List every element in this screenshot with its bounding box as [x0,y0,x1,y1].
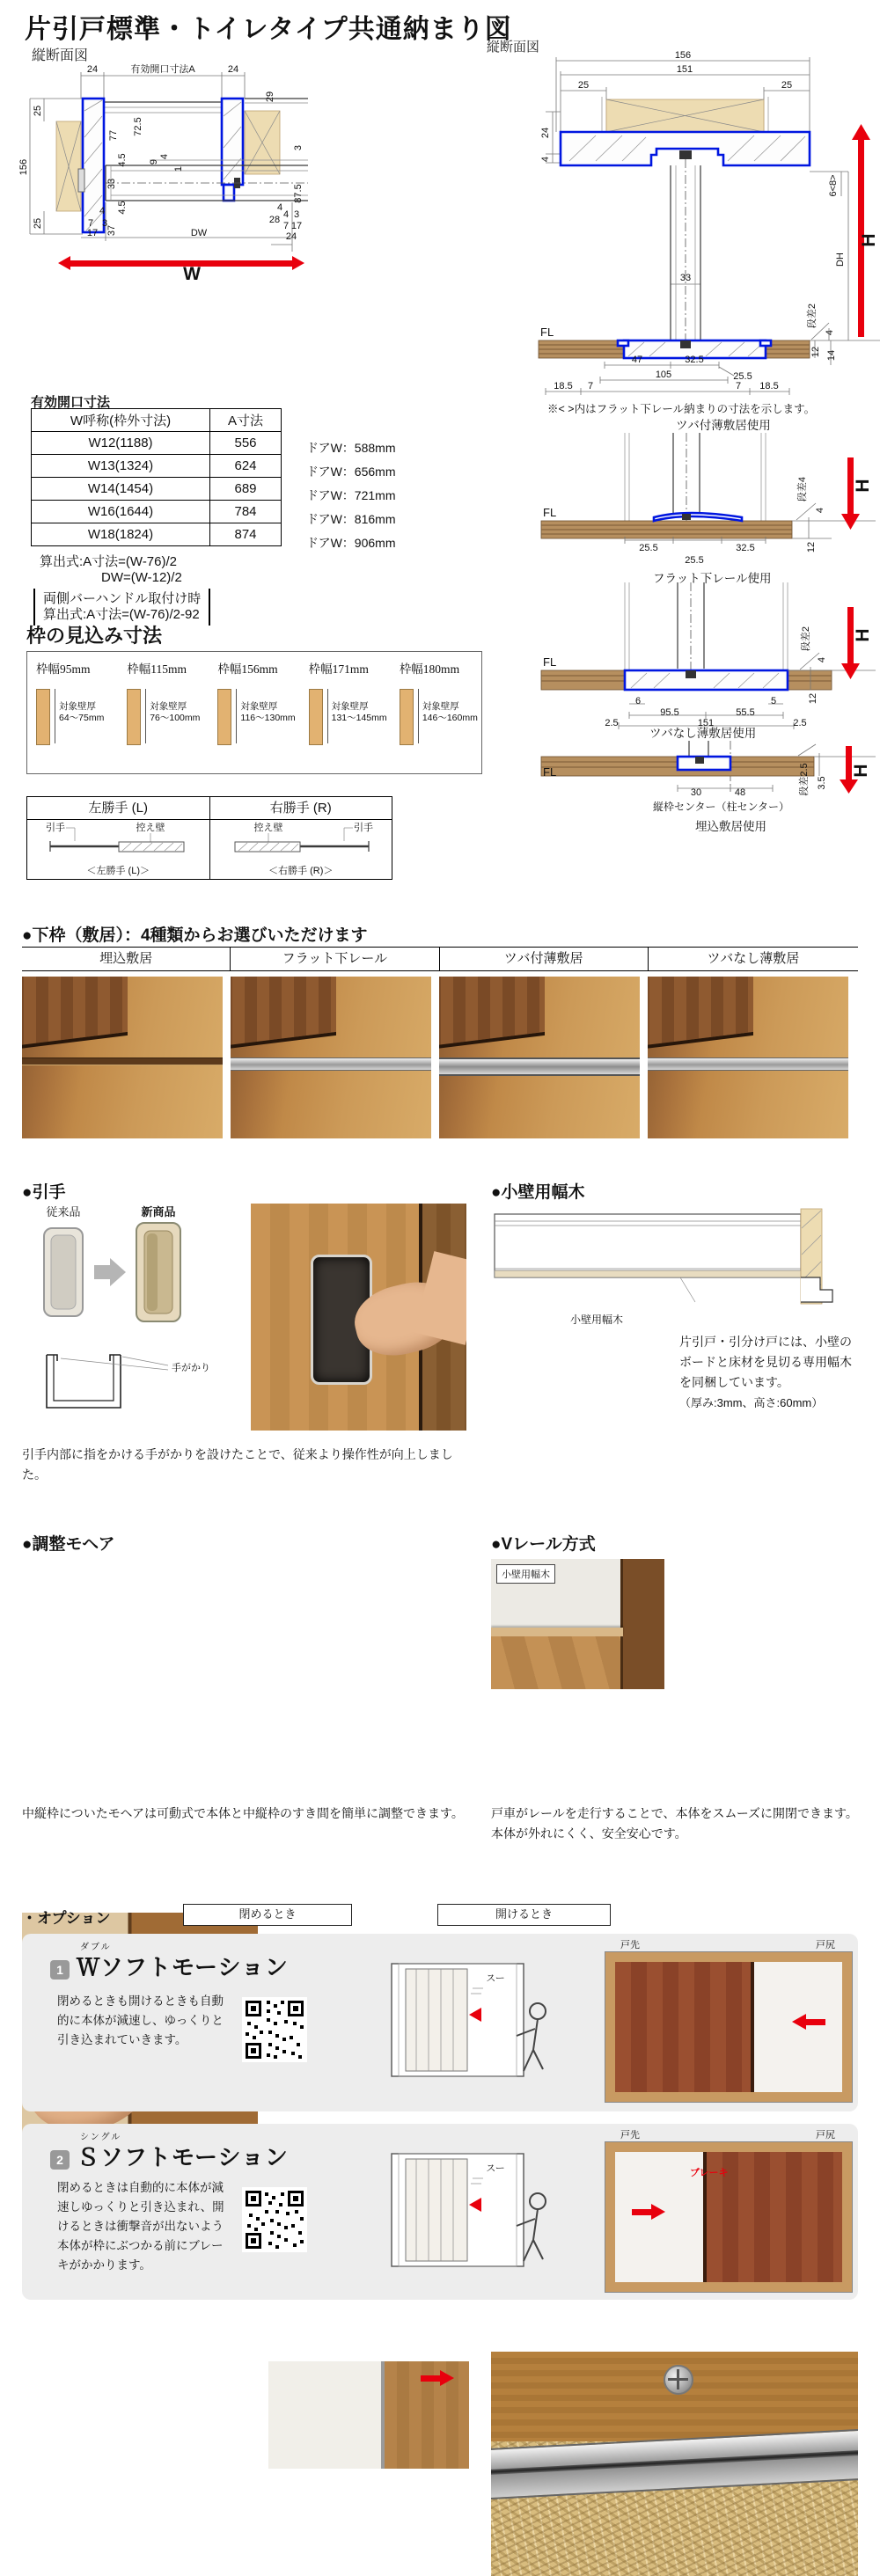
dim-label: 32.5 [736,543,755,553]
handing-left-title: 左勝手 (L) [27,797,209,820]
dim-label: 4 [815,507,825,514]
dim-label: 24 [86,64,99,75]
qr-code [242,1997,307,2062]
dim-label: 4 [817,656,827,663]
dim-line [418,689,419,743]
sliding-door [406,1969,467,2071]
habaki-desc: 片引戸・引分け戸には、小壁のボードと床材を見切る専用幅木を同梱しています。 （厚み:3mm、高さ:60mm） [679,1335,852,1409]
door-width: ドアW：816mm [306,512,396,526]
habaki-strip [491,1628,623,1636]
dim-label: 6 [634,696,642,706]
arrow-right-icon [94,1258,126,1286]
dim-label: FL [543,765,557,779]
caption-tsubanashi: ツバなし薄敷居使用 [649,727,757,740]
frame-depth-title: 枠の見込み寸法 [26,625,163,647]
habaki-photo [491,1559,664,1689]
habaki-strip [495,1270,801,1277]
qr-code [242,2187,307,2252]
dim-label: 77 [108,129,119,142]
handing-right-title: 右勝手 (R) [210,797,392,820]
dim-label: 151 [697,718,715,728]
dim-label: 25 [781,80,793,91]
svg-text:引手: 引手 [46,823,65,833]
dim-label: 3 [101,218,108,229]
option-number-badge: 2 [50,2150,70,2170]
wood-bar [217,689,231,745]
table-row: W18(1824) 874 [32,523,282,546]
option-ruby: シングル [80,2133,122,2142]
handing-box [26,796,392,880]
dim-label: 有効開口寸法A [130,64,195,75]
col-header-a: A寸法 [210,409,282,432]
option-desc: 閉めるときも開けるときも自動的に本体が減速し、ゆっくりと引き込まれていきます。 [57,1994,224,2046]
door-slab [22,977,128,1050]
dim-label: 4 [276,202,283,213]
header-lumber [602,97,768,132]
handing-right-diagram [210,820,392,862]
hikite-diagram [22,1204,238,1423]
dim-label: 2.5 [793,718,807,728]
frame-depth-box [26,651,482,774]
dim-label: W [183,264,201,284]
dim-line [236,689,237,743]
dim-label: 48 [734,787,746,798]
brake-label: ブレーキ [690,2168,729,2178]
dim-label: H [859,233,879,247]
h-arrow-up [852,124,870,337]
dim-line [327,689,328,743]
left-section-drawing [18,62,308,283]
dim-label: 33 [106,178,117,190]
col-header-w: W呼称(枠外寸法) [32,409,210,432]
dim-label: 156 [674,50,692,61]
dim-label: 3 [293,209,300,220]
dim-label: DW [190,228,208,238]
dim-label: FL [543,506,557,519]
dim-label: 4.5 [117,201,128,215]
opening-photo-illustration [605,2141,853,2293]
dim-label: 24 [285,231,297,242]
vrail-title: ●Vレール方式 [491,1535,596,1554]
dim-label: 25 [33,105,43,117]
frame-option: 枠幅115mm 対象壁厚 76～100mm [118,652,209,773]
opening-header: 開けるとき [437,1904,611,1926]
dim-label: 25.5 [639,543,658,553]
option-number-badge: 1 [50,1960,70,1980]
option-name: Ｗソフトモーション [77,1954,289,1980]
caption-tsubatsuki: ツバ付薄敷居使用 [676,419,771,432]
shikii-title: ●下枠（敷居）：4種類からお選びいただけます [22,926,368,945]
handing-left-caption: ＜左勝手 (L)＞ [86,866,150,876]
dim-label: 3.5 [817,776,827,790]
sub-drawing-tsubanashi [541,582,876,728]
door-frame [620,1559,664,1689]
dim-label: 95.5 [660,707,679,718]
dim-label: 105 [655,370,672,380]
dim-label: 4 [282,209,290,220]
dim-label: 18.5 [554,381,573,392]
shikii-type-header: フラット下レール [231,948,439,971]
dim-label: 4 [159,153,170,160]
photo-tsubanashi-shikii [648,977,848,1138]
dim-label: 4.5 [117,153,128,167]
vrail-desc: 戸車がレールを走行することで、本体をスムーズに開閉できます。本体が外れにくく、安全安心です。 [491,1806,858,1841]
tojiri-label: 戸尻 [816,2130,835,2141]
hikite-title: ●引手 [22,1183,66,1202]
photo-flat-rail [231,977,431,1138]
dim-label: 7 [282,221,290,231]
dim-label: 47 [631,355,643,365]
dim-label: 12 [806,541,817,553]
door-slab [439,977,545,1050]
dim-label: 1 [173,165,184,172]
flat-rail-note: ※< >内はフラット下レール納まりの寸法を示します。 [547,403,816,415]
closing-illustration [365,1951,576,2099]
handle-section-profile [47,1355,121,1408]
dim-label: 9 [149,158,159,165]
dim-label: 4 [825,329,835,336]
dim-label: 28 [268,215,281,225]
wood-bar [309,689,323,745]
shikii-type-header: ツバ付薄敷居 [440,948,649,971]
photo-tsubatsuki-shikii [439,977,640,1138]
tsubatsuki-rail [439,1057,640,1076]
floor-and-sill [539,340,810,358]
w-arrow [58,256,304,270]
shikii-type-header: 埋込敷居 [22,948,231,971]
dim-label: 段差2 [807,303,818,329]
door-slab [648,977,753,1050]
door-slab [231,977,336,1050]
flat-rail [231,1057,431,1071]
frame-option: 枠幅156mm 対象壁厚 116～130mm [209,652,299,773]
options-title: ・オプション [22,1910,111,1927]
handing-right-caption: ＜右勝手 (R)＞ [268,866,334,876]
sound-label: スー [486,1973,505,1984]
dim-label: H [851,764,871,778]
habaki-title: ●小壁用幅木 [491,1183,585,1202]
mohair-photo-bottom [268,2361,469,2469]
dim-label: 87.5 [293,184,304,203]
table-row: W14(1454) 689 [32,478,282,501]
shikii-table [22,947,858,1143]
table-row: W16(1644) 784 [32,501,282,523]
dim-label: 7 [87,218,94,229]
v-groove [491,2450,858,2476]
dim-label: 17 [86,228,99,238]
dim-label: 29 [265,91,275,103]
formula-2: DW=(W-12)/2 [101,570,182,585]
dim-label: 4 [540,156,551,163]
dim-label: 151 [676,64,693,75]
door-width-list [306,436,395,555]
tosaki-label: 戸先 [620,2130,640,2141]
new-product-label: 新商品 [141,1205,176,1218]
dim-label: 17 [290,221,303,231]
frame-option: 枠幅171mm 対象壁厚 131～145mm [300,652,391,773]
tsubanashi-rail [648,1057,848,1071]
frame-option: 枠幅180mm 対象壁厚 146～160mm [391,652,481,773]
dim-label: 4 [99,206,106,216]
opening-table [31,408,282,546]
dim-label: 2.5 [605,718,619,728]
photo-umekomi-shikii [22,977,223,1138]
option-s-softmotion [22,2124,858,2300]
caption-umekomi: 埋込敷居使用 [695,820,766,833]
dim-label: 32.5 [685,355,704,365]
sliding-door [406,2159,467,2261]
dim-label: 7 [587,381,594,392]
dim-line [145,689,146,743]
dim-label: 24 [540,127,551,139]
dim-label: FL [540,326,554,339]
left-drawing-label: 縦断面図 [32,48,89,63]
option-name: Ｓソフトモーション [77,2144,289,2170]
dim-label: 25 [577,80,590,91]
red-arrow-right-icon [421,2370,462,2386]
hikite-desc: 引手内部に指をかける手がかりを設けたことで、従来より操作性が向上しました。 [22,1447,453,1482]
right-section-drawing [539,48,880,400]
center-label: 縦枠センター（柱センター） [653,801,790,813]
dim-label: H [853,479,873,493]
wood-bar [400,689,414,745]
tosaki-label: 戸先 [620,1940,640,1950]
svg-text:控え壁: 控え壁 [136,823,165,833]
door-panel [615,1962,754,2092]
vrail-photo [491,2352,858,2576]
shikii-type-header: ツバなし薄敷居 [649,948,858,971]
dim-label: 6<8> [828,174,839,197]
sound-label: スー [486,2163,505,2174]
right-drawing-label: 縦断面図 [487,40,540,55]
dim-label: 18.5 [759,381,779,392]
dim-label: 55.5 [736,707,755,718]
table-row: W13(1324) 624 [32,455,282,478]
dim-label: 3 [293,144,304,151]
option-w-softmotion [22,1934,858,2111]
habaki-spec: （厚み:3mm、高さ:60mm） [679,1396,824,1409]
page-title: 片引戸標準・トイレタイプ共通納まり図 [25,15,512,44]
closing-header: 閉めるとき [183,1904,352,1926]
door-width: ドアW：906mm [306,536,396,550]
handing-right [209,797,392,879]
hikite-photo [251,1204,466,1431]
formula-4: 算出式:A寸法=(W-76)/2-92 [43,607,200,622]
upper-frame-profile [561,132,810,165]
dim-label: 30 [690,787,702,798]
door-width: ドアW：588mm [306,441,396,455]
habaki-diagram-label: 小壁用幅木 [570,1314,624,1326]
sub-drawing-flat-rail [541,433,876,565]
option-desc: 閉めるときは自動的に本体が減速しゆっくりと引き込まれ、開けるときは衝撃音が出ないよう本体が枠にぶつかる前にブレーキがかかります。 [57,2181,224,2272]
wood-bar [36,689,50,745]
door-width: ドアW：656mm [306,465,396,479]
habaki-profile [801,1277,832,1302]
table-row: W12(1188) 556 [32,432,282,455]
dim-label: 12 [810,346,821,358]
dim-label: H [853,628,873,642]
dim-label: 25.5 [733,371,752,382]
svg-text:控え壁: 控え壁 [253,823,282,833]
sub-drawing-umekomi [541,741,876,802]
dim-label: 段差2 [801,626,811,652]
closing-illustration [365,2141,576,2289]
caption-flat-rail: フラット下レール使用 [653,572,772,585]
mohair-desc: 中縦枠についたモヘアは可動式で本体と中縦枠のすき間を簡単に調整できます。 [22,1806,464,1820]
habaki-diagram [491,1202,858,1309]
dim-label: 5 [770,696,777,706]
dim-label: 段差4 [797,476,808,502]
formula-bracket [33,589,210,626]
dim-label: 156 [18,158,29,176]
dim-label: DH [835,252,846,267]
formula-1: 算出式:A寸法=(W-76)/2 [40,554,177,569]
dim-label: 12 [808,692,818,705]
red-arrow-right-icon [632,2204,673,2220]
handing-left-diagram [27,820,209,862]
dim-label: 段差2.5 [799,763,810,796]
dim-label: 14 [826,349,837,362]
frame-option: 枠幅95mm 対象壁厚 64～75mm [27,652,118,773]
svg-text:引手: 引手 [353,823,373,833]
handing-left [27,797,209,879]
opening-table-title: 有効開口寸法 [31,395,111,410]
closing-photo-illustration [605,1951,853,2103]
dim-label: 72.5 [133,117,143,136]
dim-label: 24 [227,64,239,75]
option-ruby: ダブル [80,1943,112,1952]
wood-bar [127,689,141,745]
dim-label: 37 [106,224,117,237]
rail-groove [22,1057,223,1065]
dim-label: FL [543,655,557,669]
tojiri-label: 戸尻 [816,1940,835,1950]
door-width: ドアW：721mm [306,488,396,502]
mohair-title: ●調整モヘア [22,1535,115,1554]
red-arrow-left-icon [784,2014,825,2030]
door-panel-section [671,159,700,351]
dim-label: 25 [33,217,43,230]
formula-3: 両側バーハンドル取付け時 [43,591,202,606]
dim-label: 25.5 [685,555,704,566]
old-product-label: 従来品 [46,1205,81,1218]
mohair-strip [381,2361,385,2469]
dim-label: 7 [735,381,742,392]
dim-label: 33 [679,273,692,283]
tegakari-label: 手がかり [172,1363,210,1373]
photo-label: 小壁用幅木 [496,1564,555,1584]
